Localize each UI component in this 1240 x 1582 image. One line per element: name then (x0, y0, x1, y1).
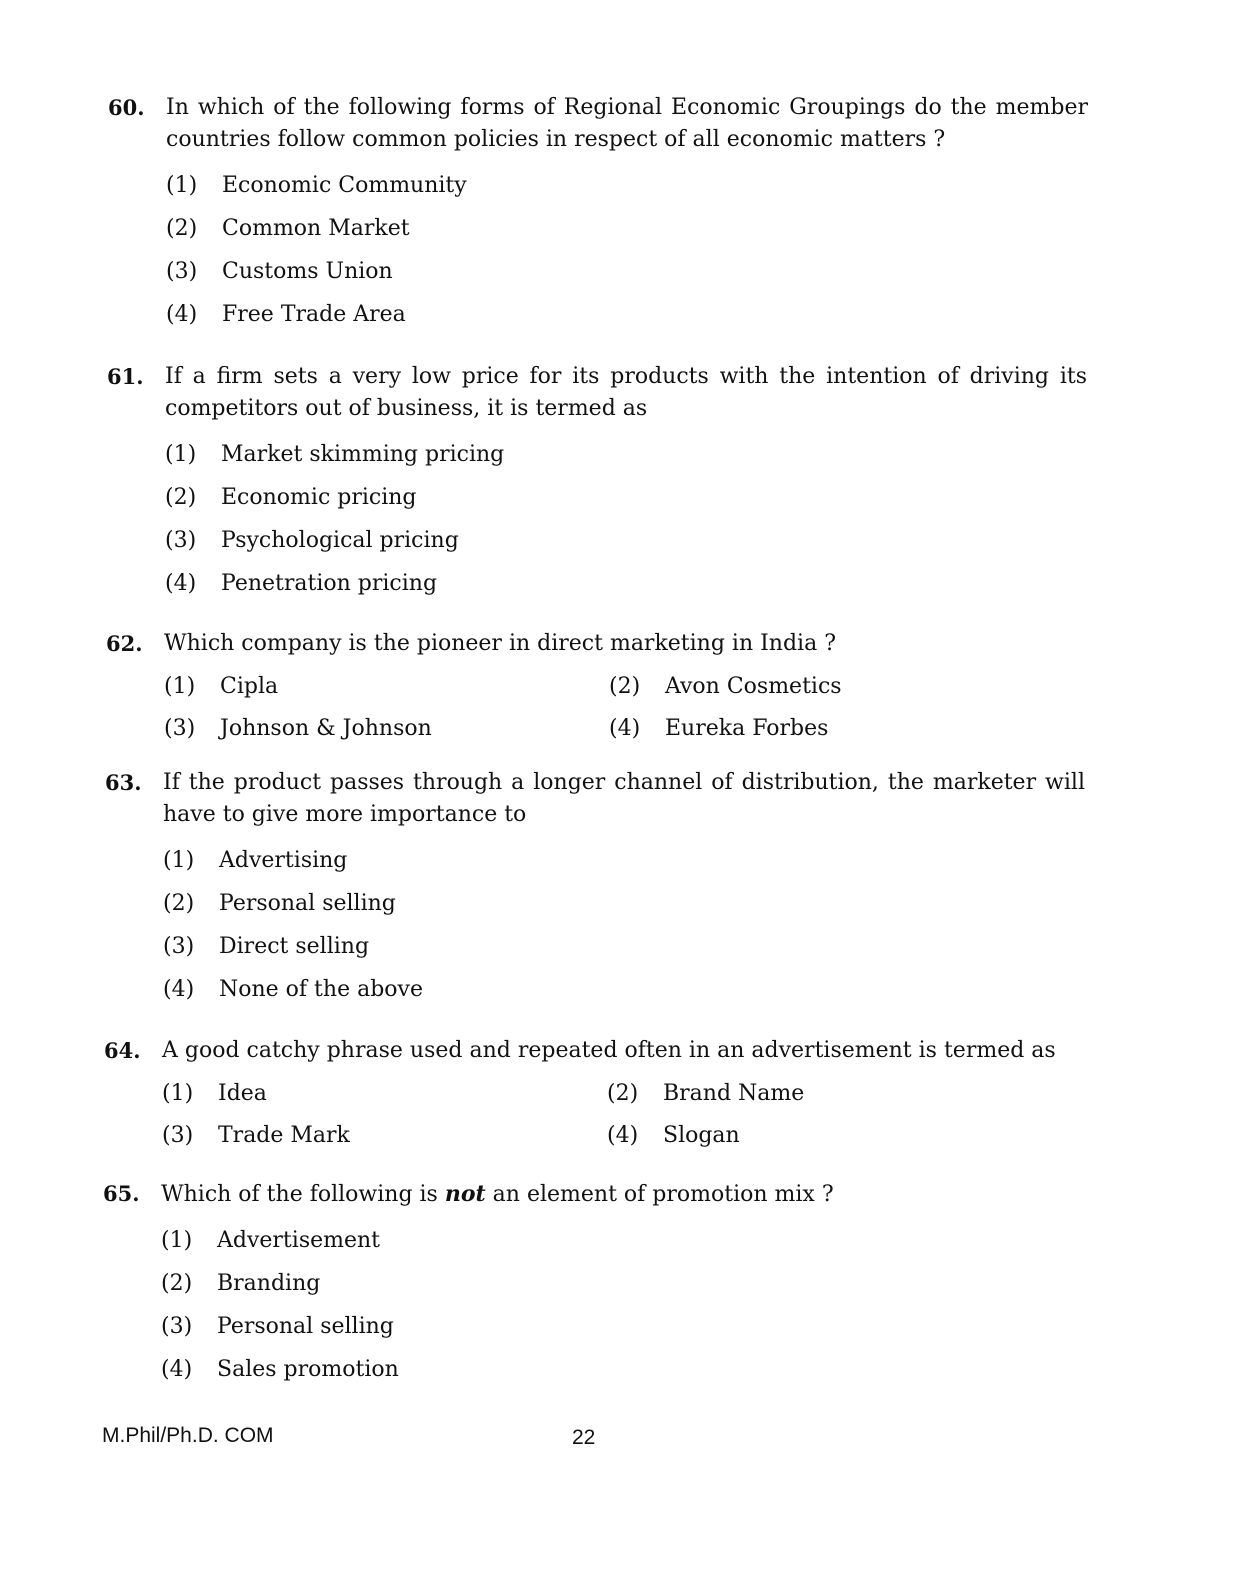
option (163, 882, 1085, 925)
option-text: Eureka Forbes (665, 716, 829, 741)
question-63 (105, 767, 1085, 1011)
option-number: (4) (165, 571, 197, 596)
option-number: (4) (163, 977, 195, 1002)
option (165, 433, 1087, 476)
option-number: (3) (161, 1314, 193, 1339)
option-text: Slogan (663, 1123, 740, 1148)
option-number: (2) (165, 485, 197, 510)
question-number: 60. (108, 95, 145, 120)
question-64 (104, 1035, 1084, 1157)
option-list (161, 1219, 1083, 1391)
option (163, 839, 1085, 882)
question-text: In which of the following forms of Regional Economic Groupings do the member countries follow common policies in respect of all economic matters ? (166, 95, 1088, 152)
option-number: (3) (165, 528, 197, 553)
option-text: Branding (217, 1271, 321, 1296)
question-text: Which company is the pioneer in direct marketing in India ? (164, 631, 836, 656)
option (166, 293, 1088, 336)
option-text: Avon Cosmetics (665, 674, 842, 699)
option-number: (3) (166, 259, 198, 284)
option-number: (4) (609, 716, 641, 741)
option-number: (3) (163, 934, 195, 959)
option-number: (1) (164, 674, 196, 699)
question-61 (107, 361, 1087, 605)
option-number: (2) (163, 891, 195, 916)
option-text: Economic pricing (221, 485, 417, 510)
option-text: Penetration pricing (221, 571, 438, 596)
question-number: 63. (105, 770, 142, 795)
option-number: (4) (166, 302, 198, 327)
question-text: A good catchy phrase used and repeated often in an advertisement is termed as (162, 1038, 1056, 1063)
option (166, 250, 1088, 293)
option-number: (2) (609, 674, 641, 699)
option (165, 562, 1087, 605)
question-number: 62. (106, 631, 143, 656)
option-grid (164, 666, 1086, 750)
option (163, 925, 1085, 968)
option-text: Personal selling (217, 1314, 394, 1339)
option-text: Trade Mark (218, 1123, 350, 1148)
question-text: If the product passes through a longer channel of distribution, the marketer will have to give more importance to (163, 770, 1085, 827)
option-text: Psychological pricing (221, 528, 459, 553)
option-list (163, 839, 1085, 1011)
option-number: (3) (162, 1123, 194, 1148)
option-text: Personal selling (219, 891, 396, 916)
option (161, 1348, 1083, 1391)
option-number: (1) (162, 1081, 194, 1106)
question-text-part: an element of promotion mix ? (485, 1182, 834, 1207)
question-text-part: Which of the following is (161, 1182, 445, 1207)
question-65 (103, 1178, 1083, 1391)
option-number: (2) (166, 216, 198, 241)
question-60 (108, 92, 1088, 336)
page-number: 22 (572, 1426, 596, 1449)
option-text: Advertising (219, 848, 348, 873)
option-text: Market skimming pricing (221, 442, 505, 467)
option-text: Johnson & Johnson (220, 716, 432, 741)
option-text: Advertisement (217, 1228, 381, 1253)
question-number: 64. (104, 1038, 141, 1063)
question-number: 65. (103, 1181, 140, 1206)
option-text: None of the above (219, 977, 423, 1002)
option (161, 1262, 1083, 1305)
option (163, 968, 1085, 1011)
option (166, 207, 1088, 250)
option-text: Cipla (220, 674, 279, 699)
question-62 (106, 628, 1086, 750)
option-number: (2) (161, 1271, 193, 1296)
option (165, 519, 1087, 562)
option-text: Customs Union (222, 259, 393, 284)
option-number: (3) (164, 716, 196, 741)
option-number: (1) (161, 1228, 193, 1253)
option (165, 476, 1087, 519)
option-number: (2) (607, 1081, 639, 1106)
question-emphasis: not (444, 1181, 486, 1207)
question-text (161, 1178, 1083, 1211)
option-number: (1) (165, 442, 197, 467)
option (161, 1219, 1083, 1262)
option-text: Sales promotion (217, 1357, 399, 1382)
option-text: Economic Community (222, 173, 467, 198)
option-text: Direct selling (219, 934, 370, 959)
option-list (166, 164, 1088, 336)
option-number: (1) (163, 848, 195, 873)
option-text: Common Market (222, 216, 410, 241)
option (166, 164, 1088, 207)
option-number: (4) (607, 1123, 639, 1148)
option-number: (1) (166, 173, 198, 198)
option-text: Brand Name (663, 1081, 805, 1106)
option-text: Free Trade Area (222, 302, 406, 327)
question-text: If a firm sets a very low price for its products with the intention of driving its competitors out of business, it is termed as (165, 364, 1087, 421)
option-number: (4) (161, 1357, 193, 1382)
option-text: Idea (218, 1081, 267, 1106)
question-number: 61. (107, 364, 144, 389)
footer-course-code: M.Phil/Ph.D. COM (102, 1424, 274, 1447)
option-list (165, 433, 1087, 605)
option (161, 1305, 1083, 1348)
option-grid (162, 1073, 1084, 1157)
